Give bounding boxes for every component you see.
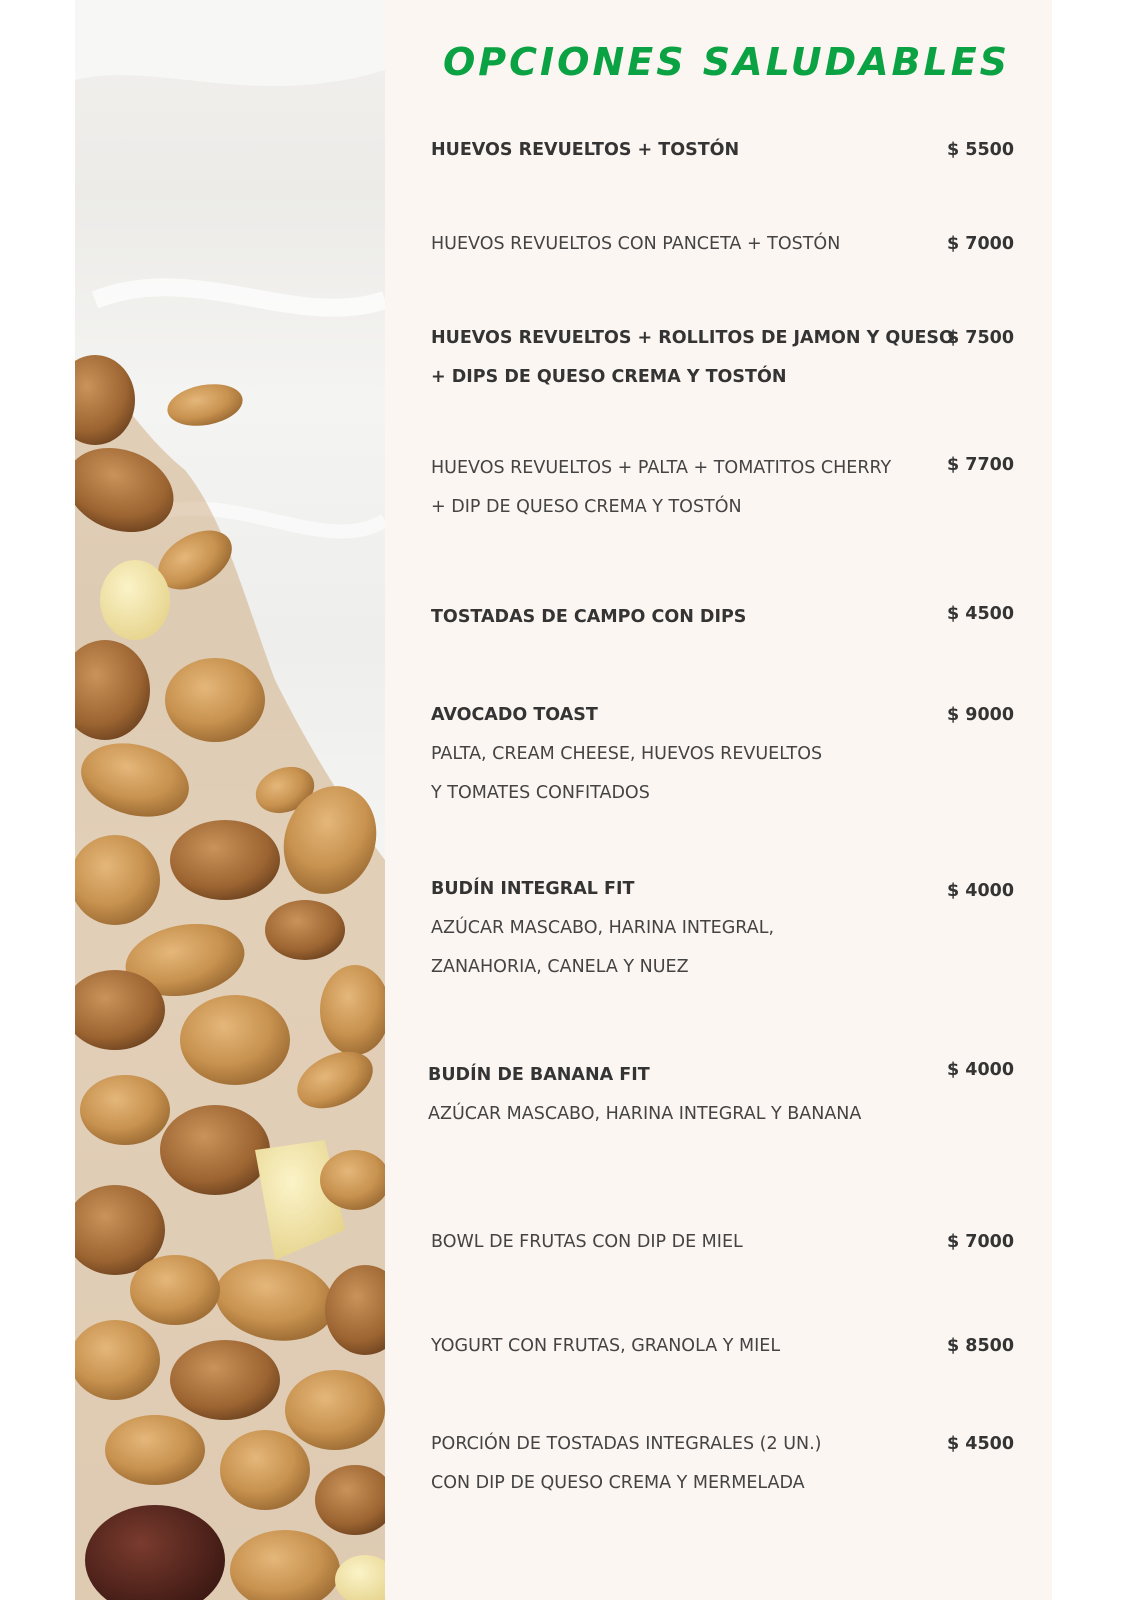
item-price: $ 8500 — [947, 1336, 1014, 1356]
item-description: AZÚCAR MASCABO, HARINA INTEGRAL, — [431, 918, 775, 938]
item-price: $ 7500 — [947, 328, 1014, 348]
item-description: AZÚCAR MASCABO, HARINA INTEGRAL Y BANANA — [428, 1104, 862, 1124]
menu-title: OPCIONES SALUDABLES — [442, 40, 1011, 84]
item-description: ZANAHORIA, CANELA Y NUEZ — [431, 957, 689, 977]
menu-panel — [385, 0, 1052, 1600]
item-name: TOSTADAS DE CAMPO CON DIPS — [431, 607, 747, 627]
item-description: PALTA, CREAM CHEESE, HUEVOS REVUELTOS — [431, 744, 823, 764]
item-description: Y TOMATES CONFITADOS — [431, 783, 650, 803]
granola-illustration — [75, 0, 385, 1600]
item-price: $ 7000 — [947, 1232, 1014, 1252]
item-name: PORCIÓN DE TOSTADAS INTEGRALES (2 UN.) — [431, 1434, 822, 1454]
item-name: BOWL DE FRUTAS CON DIP DE MIEL — [431, 1232, 743, 1252]
item-price: $ 7000 — [947, 234, 1014, 254]
item-name: BUDÍN DE BANANA FIT — [428, 1065, 650, 1085]
item-name: HUEVOS REVUELTOS CON PANCETA + TOSTÓN — [431, 234, 841, 254]
item-price: $ 7700 — [947, 455, 1014, 475]
item-name: HUEVOS REVUELTOS + ROLLITOS DE JAMON Y QUESO — [431, 328, 954, 348]
item-name: HUEVOS REVUELTOS + PALTA + TOMATITOS CHERRY — [431, 458, 892, 478]
item-name-cont: + DIP DE QUESO CREMA Y TOSTÓN — [431, 497, 742, 517]
item-name-cont: + DIPS DE QUESO CREMA Y TOSTÓN — [431, 367, 787, 387]
item-price: $ 4000 — [947, 1060, 1014, 1080]
item-price: $ 4500 — [947, 1434, 1014, 1454]
item-price: $ 4000 — [947, 881, 1014, 901]
item-name-cont: CON DIP DE QUESO CREMA Y MERMELADA — [431, 1473, 805, 1493]
item-name: YOGURT CON FRUTAS, GRANOLA Y MIEL — [431, 1336, 781, 1356]
item-name: AVOCADO TOAST — [431, 705, 598, 725]
granola-yogurt-photo — [75, 0, 385, 1600]
item-name: BUDÍN INTEGRAL FIT — [431, 879, 635, 899]
item-price: $ 4500 — [947, 604, 1014, 624]
item-price: $ 9000 — [947, 705, 1014, 725]
item-name: HUEVOS REVUELTOS + TOSTÓN — [431, 140, 740, 160]
item-price: $ 5500 — [947, 140, 1014, 160]
